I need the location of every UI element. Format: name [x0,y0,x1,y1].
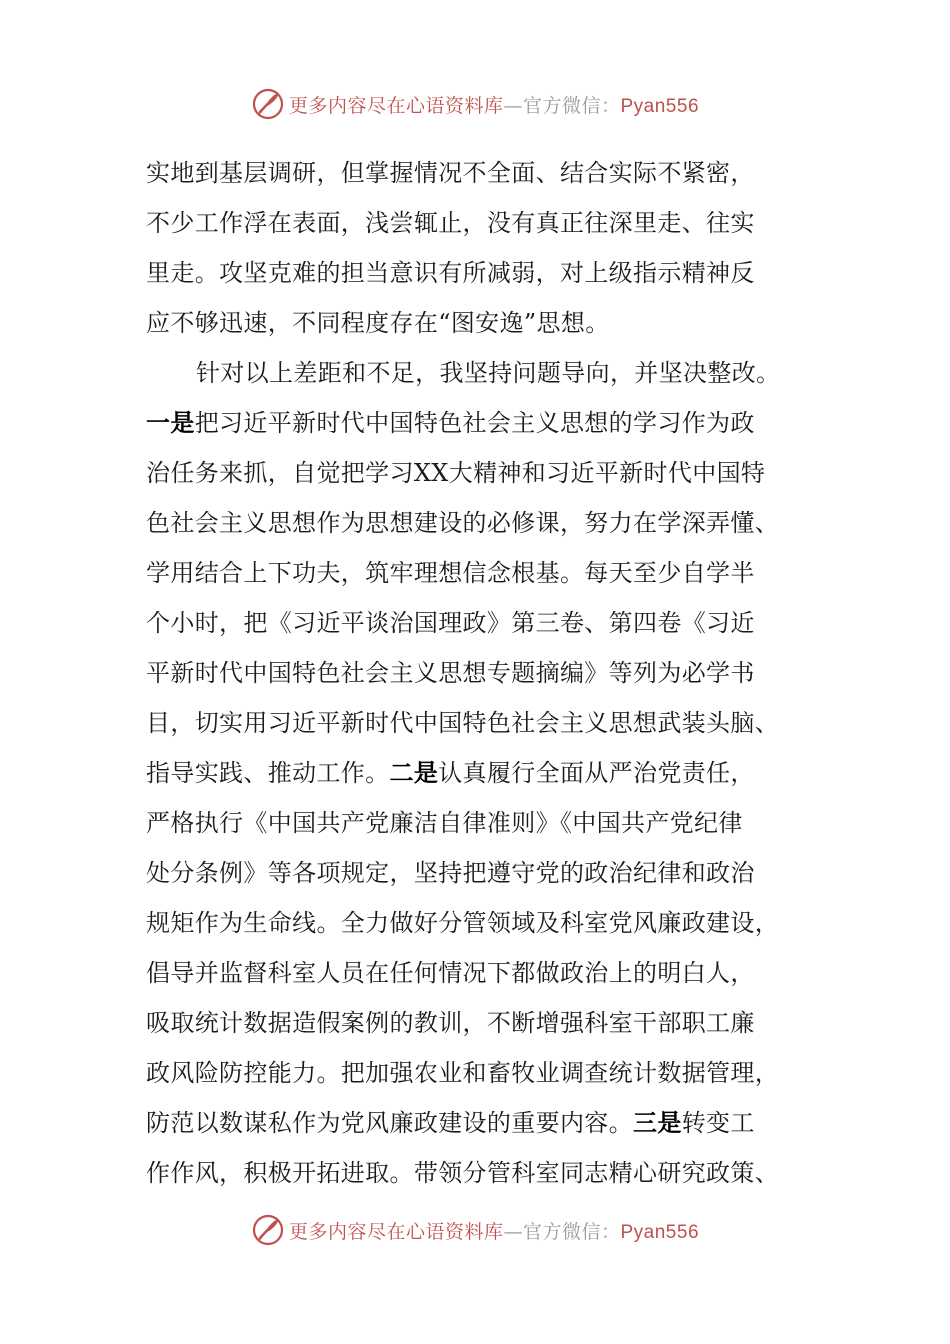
text-line: 应不够迅速，不同程度存在“图安逸”思想。 [146,309,610,337]
quill-logo-icon [251,1213,285,1247]
wechat-label: 官方微信： [522,94,621,117]
text-line: 针对以上差距和不足，我坚持问题导向，并坚决整改。 [196,359,781,387]
wechat-id: Pyan556 [620,1221,700,1243]
watermark-text [289,1217,699,1244]
text-line: 吸取统计数据造假案例的教训，不断增强科室干部职工廉 [146,1009,755,1037]
brand-text: 更多内容尽在心语资料库 [288,94,504,117]
text-line: 实地到基层调研，但掌握情况不全面、结合实际不紧密， [146,159,755,187]
bold-point-1: 一是 [146,408,195,437]
text-line: 政风险防控能力。把加强农业和畜牧业调查统计数据管理， [146,1059,780,1087]
text-span: 把习近平新时代中国特色社会主义思想的学习作为政 [194,409,755,437]
text-span: 转变工 [681,1109,755,1137]
text-line [146,1098,806,1148]
footer-watermark-banner [0,1210,950,1250]
text-line: 色社会主义思想作为思想建设的必修课，努力在学深弄懂、 [146,509,780,537]
document-body [146,148,806,1198]
paragraph-1 [146,148,806,348]
wechat-label: 官方微信： [522,1220,621,1243]
bold-point-2: 二是 [389,758,439,787]
text-line: 倡导并监督科室人员在任何情况下都做政治上的明白人， [146,959,755,987]
quill-logo-icon [251,87,285,121]
text-line: 个小时，把《习近平谈治国理政》第三卷、第四卷《习近 [146,609,755,637]
text-line [146,398,806,448]
paragraph-2 [146,348,806,1198]
banner-separator: — [503,94,523,117]
wechat-id: Pyan556 [620,95,700,117]
text-line: 不少工作浮在表面，浅尝辄止，没有真正往深里走、往实 [146,209,755,237]
text-line: 处分条例》等各项规定，坚持把遵守党的政治纪律和政治 [146,859,755,887]
text-span: 指导实践、推动工作。 [146,759,390,787]
text-span: 认真履行全面从严治党责任， [438,759,755,787]
header-watermark-banner [0,84,950,124]
text-line: 目，切实用习近平新时代中国特色社会主义思想武装头脑、 [146,709,780,737]
text-line: 里走。攻坚克难的担当意识有所减弱，对上级指示精神反 [146,259,755,287]
text-line: 平新时代中国特色社会主义思想专题摘编》等列为必学书 [146,659,755,687]
text-span: 防范以数谋私作为党风廉政建设的重要内容。 [146,1109,633,1137]
banner-separator: — [503,1220,523,1243]
text-line: 学用结合上下功夫，筑牢理想信念根基。每天至少自学半 [146,559,755,587]
bold-point-3: 三是 [633,1108,682,1137]
text-line: 规矩作为生命线。全力做好分管领域及科室党风廉政建设， [146,909,780,937]
text-line: 治任务来抓，自觉把学习XX大精神和习近平新时代中国特 [146,459,766,487]
text-line [146,748,806,798]
brand-text: 更多内容尽在心语资料库 [288,1220,504,1243]
text-line: 作作风，积极开拓进取。带领分管科室同志精心研究政策、 [146,1159,780,1187]
watermark-text [289,91,699,118]
text-line: 严格执行《中国共产党廉洁自律准则》《中国共产党纪律 [146,809,743,837]
